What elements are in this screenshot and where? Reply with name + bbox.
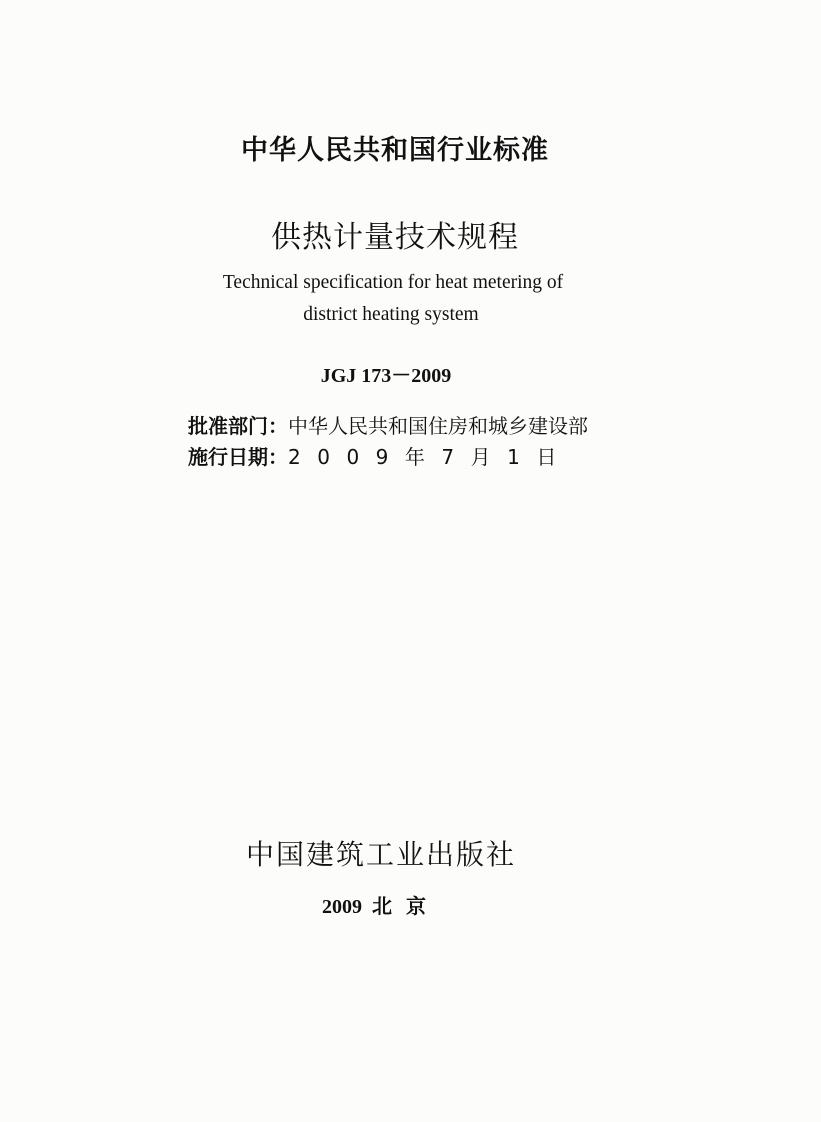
effective-date-value: 2009年7月1日 (288, 445, 573, 469)
standard-code: JGJ 173－2009 (320, 365, 452, 387)
publication-line (0, 890, 762, 919)
effective-date-label: 施行日期： (188, 445, 288, 469)
publisher-name: 中国建筑工业出版社 (245, 838, 516, 871)
publication-city: 北京 (372, 894, 440, 918)
standard-category-header: 中华人民共和国行业标准 (241, 135, 549, 166)
document-title-english-line-2: district heating system (303, 304, 479, 325)
document-title-english-line-1: Technical specification for heat metering of (222, 272, 564, 293)
publication-year: 2009 (322, 896, 362, 918)
effective-date-row (188, 441, 573, 470)
approval-value: 中华人民共和国住房和城乡建设部 (288, 414, 588, 438)
approval-label: 批准部门： (188, 414, 288, 438)
approval-row (188, 410, 588, 439)
document-title-chinese: 供热计量技术规程 (271, 220, 519, 255)
